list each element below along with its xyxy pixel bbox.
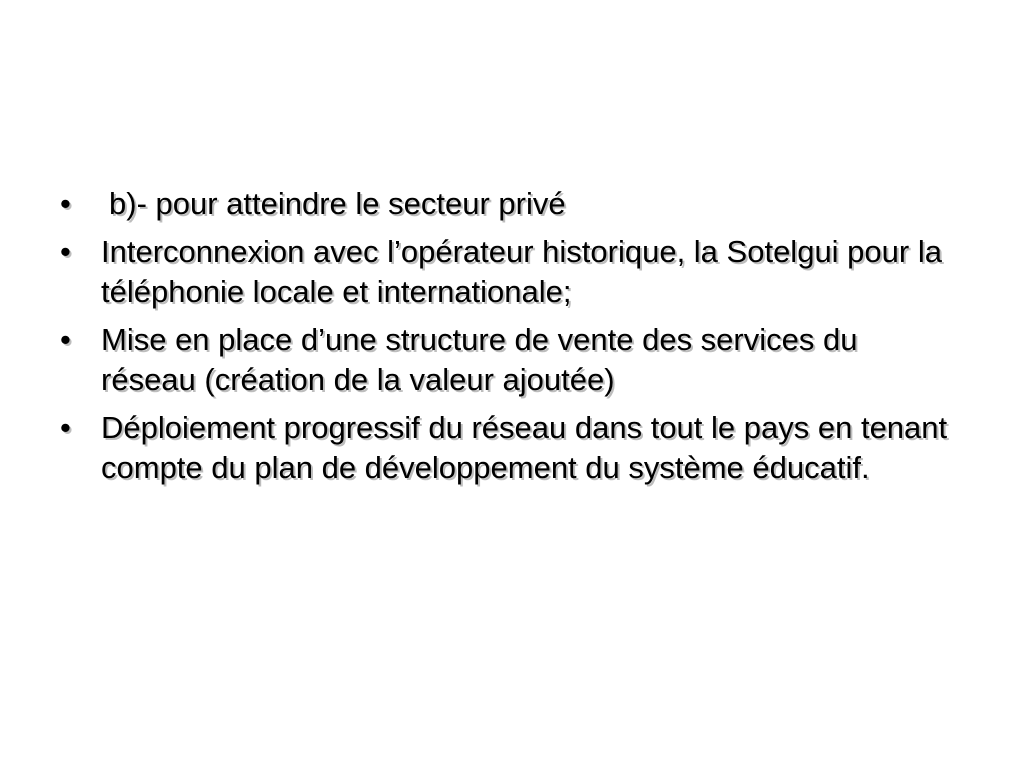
bullet-icon: • (60, 321, 71, 357)
bullet-list (58, 184, 958, 496)
bullet-icon: • (60, 186, 71, 221)
bullet-item (58, 320, 958, 401)
bullet-icon: • (60, 233, 71, 269)
bullet-text: Interconnexion avec l’opérateur historique, la Sotelgui pour la téléphonie locale et internationale; (101, 233, 942, 309)
bullet-text: b)- pour atteindre le secteur privé (109, 186, 566, 221)
bullet-item (58, 184, 958, 225)
bullet-icon: • (60, 409, 71, 445)
bullet-text: Déploiement progressif du réseau dans tout le pays en tenant compte du plan de développement du système éducatif. (101, 409, 948, 485)
bullet-text: Mise en place d’une structure de vente des services du réseau (création de la valeur ajoutée) (101, 321, 858, 397)
bullet-item (58, 408, 958, 489)
bullet-item (58, 232, 958, 313)
